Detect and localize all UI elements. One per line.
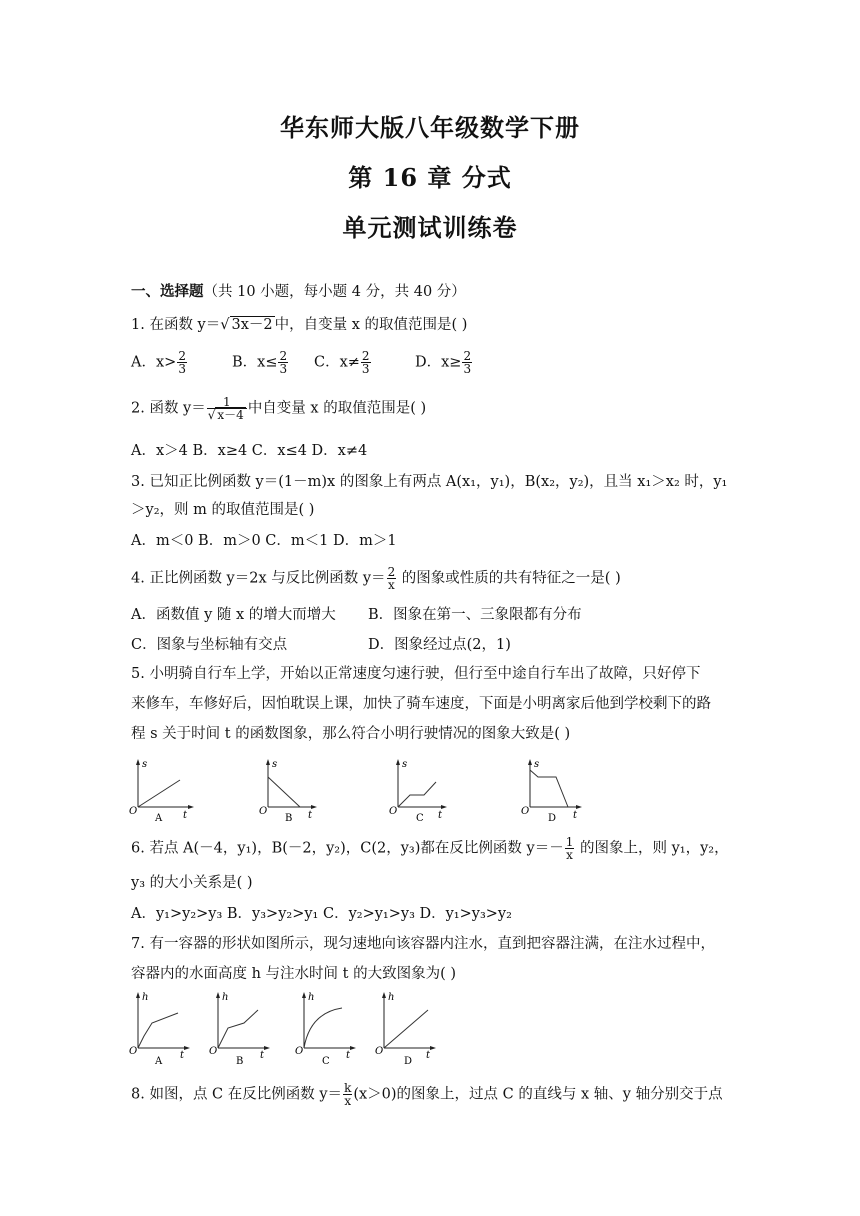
q5-graph-c — [388, 755, 463, 825]
svg-text:t: t — [573, 810, 578, 821]
q3-options: A．m＜0 B．m＞0 C．m＜1 D．m＞1 — [131, 533, 397, 549]
q1-option-b: B．x≤ $\frac{2}{3}$ — [232, 349, 288, 376]
svg-text:A: A — [155, 1056, 163, 1067]
test-title: 单元测试训练卷 — [342, 213, 518, 242]
svg-text:O: O — [521, 806, 530, 817]
svg-text:t: t — [183, 810, 188, 821]
q5-graph-b — [258, 755, 333, 825]
q3-line-2: ＞y₂，则 m 的取值范围是( ) — [131, 502, 315, 518]
svg-text:D: D — [548, 813, 557, 824]
q6-line-2: y₃ 的大小关系是( ) — [131, 875, 253, 891]
svg-text:B: B — [236, 1056, 244, 1067]
question-4: 4. 正比例函数 y＝2x 与反比例函数 y＝ $\frac{2}{x}$ 的图象或性质的共有特征之一是( ) — [131, 565, 621, 592]
svg-text:D: D — [404, 1056, 413, 1067]
question-2 — [131, 396, 426, 421]
doc-title: 华东师大版八年级数学下册 — [280, 113, 580, 142]
q4-option-c: C．图象与坐标轴有交点 — [131, 637, 288, 653]
svg-text:C: C — [322, 1056, 330, 1067]
section-heading — [131, 282, 466, 302]
svg-text:s: s — [534, 759, 540, 770]
svg-text:O: O — [129, 1046, 138, 1057]
svg-text:t: t — [426, 1050, 431, 1061]
q2-options: A．x＞4 B．x≥4 C．x≤4 D．x≠4 — [131, 443, 368, 459]
q7-line-2: 容器内的水面高度 h 与注水时间 t 的大致图象为( ) — [131, 966, 457, 982]
svg-text:O: O — [375, 1046, 384, 1057]
q7-graph-c — [294, 988, 369, 1068]
section-note: （共 10 小题，每小题 4 分，共 40 分） — [203, 284, 466, 300]
svg-text:t: t — [308, 810, 313, 821]
svg-text:h: h — [222, 992, 229, 1003]
q5-line-2: 来修车，车修好后，因怕耽误上课，加快了骑车速度，下面是小明离家后他到学校剩下的路 — [131, 696, 711, 712]
q7-graph-b — [208, 988, 283, 1068]
q7-graph-d — [374, 988, 449, 1068]
svg-text:t: t — [180, 1050, 185, 1061]
svg-text:B: B — [285, 813, 293, 824]
question-6: 6. 若点 A(－4，y₁)，B(－2，y₂)，C(2，y₃)都在反比例函数 y＝－ $\frac{1}{x}$ 的图象上，则 y₁，y₂， — [131, 835, 729, 862]
q2-stem-post: 中自变量 x 的取值范围是( ) — [247, 400, 427, 417]
chapter-title: 第 16 章 分式 — [348, 163, 512, 192]
q4-option-b: B．图象在第一、三象限都有分布 — [368, 607, 582, 623]
q5-line-3: 程 s 关于时间 t 的函数图象，那么符合小明行驶情况的图象大致是( ) — [131, 726, 571, 742]
q7-line-1: 7. 有一容器的形状如图所示，现匀速地向该容器内注水，直到把容器注满，在注水过程中， — [131, 936, 715, 952]
q1-option-a: A．x> $\frac{2}{3}$ — [131, 349, 186, 376]
svg-text:O: O — [129, 806, 138, 817]
q4-option-a: A．函数值 y 随 x 的增大而增大 — [131, 607, 336, 623]
svg-text:s: s — [142, 759, 148, 770]
svg-text:C: C — [416, 813, 424, 824]
q1-option-c: C．x≠ $\frac{2}{3}$ — [314, 349, 370, 376]
svg-text:s: s — [402, 759, 408, 770]
svg-text:h: h — [388, 992, 395, 1003]
svg-text:h: h — [308, 992, 315, 1003]
svg-text:A: A — [155, 813, 163, 824]
svg-text:s: s — [272, 759, 278, 770]
question-1: 1. 在函数 y＝√ 3x－2 中，自变量 x 的取值范围是( ) — [131, 317, 468, 333]
q3-line-1: 3. 已知正比例函数 y＝(1－m)x 的图象上有两点 A(x₁，y₁)，B(x₂，y₂)，且当 x₁＞x₂ 时，y₁ — [131, 474, 728, 490]
q5-graph-d — [520, 755, 595, 825]
svg-text:O: O — [389, 806, 398, 817]
q1-stem-post: 中，自变量 x 的取值范围是( ) — [274, 317, 468, 333]
q1-option-d: D．x≥ $\frac{2}{3}$ — [415, 349, 472, 376]
q5-graph-a — [128, 755, 203, 825]
q1-stem-pre: 1. 在函数 y＝ — [131, 317, 221, 333]
svg-text:t: t — [346, 1050, 351, 1061]
svg-text:h: h — [142, 992, 149, 1003]
q1-radicand: 3x－2 — [231, 317, 273, 333]
svg-text:O: O — [259, 806, 268, 817]
svg-text:O: O — [209, 1046, 218, 1057]
q2-stem-pre: 2. 函数 y＝ — [131, 400, 206, 417]
q5-line-1: 5. 小明骑自行车上学，开始以正常速度匀速行驶，但行至中途自行车出了故障，只好停下 — [131, 666, 701, 682]
svg-text:t: t — [438, 810, 443, 821]
q7-graph-a — [128, 988, 203, 1068]
q4-option-d: D．图象经过点(2，1) — [368, 637, 511, 653]
q2-fraction: $\frac{1}{√ x-4}$ — [207, 396, 247, 421]
svg-text:t: t — [260, 1050, 265, 1061]
section-label: 一、选择题 — [131, 283, 204, 300]
question-8: 8. 如图，点 C 在反比例函数 y＝ $\frac{k}{x}$ (x＞0)的图象上，过点 C 的直线与 x 轴、y 轴分别交于点 — [131, 1081, 723, 1108]
svg-text:O: O — [295, 1046, 304, 1057]
q6-options: A．y₁>y₂>y₃ B．y₃>y₂>y₁ C．y₂>y₁>y₃ D．y₁>y₃>y₂ — [131, 906, 512, 922]
